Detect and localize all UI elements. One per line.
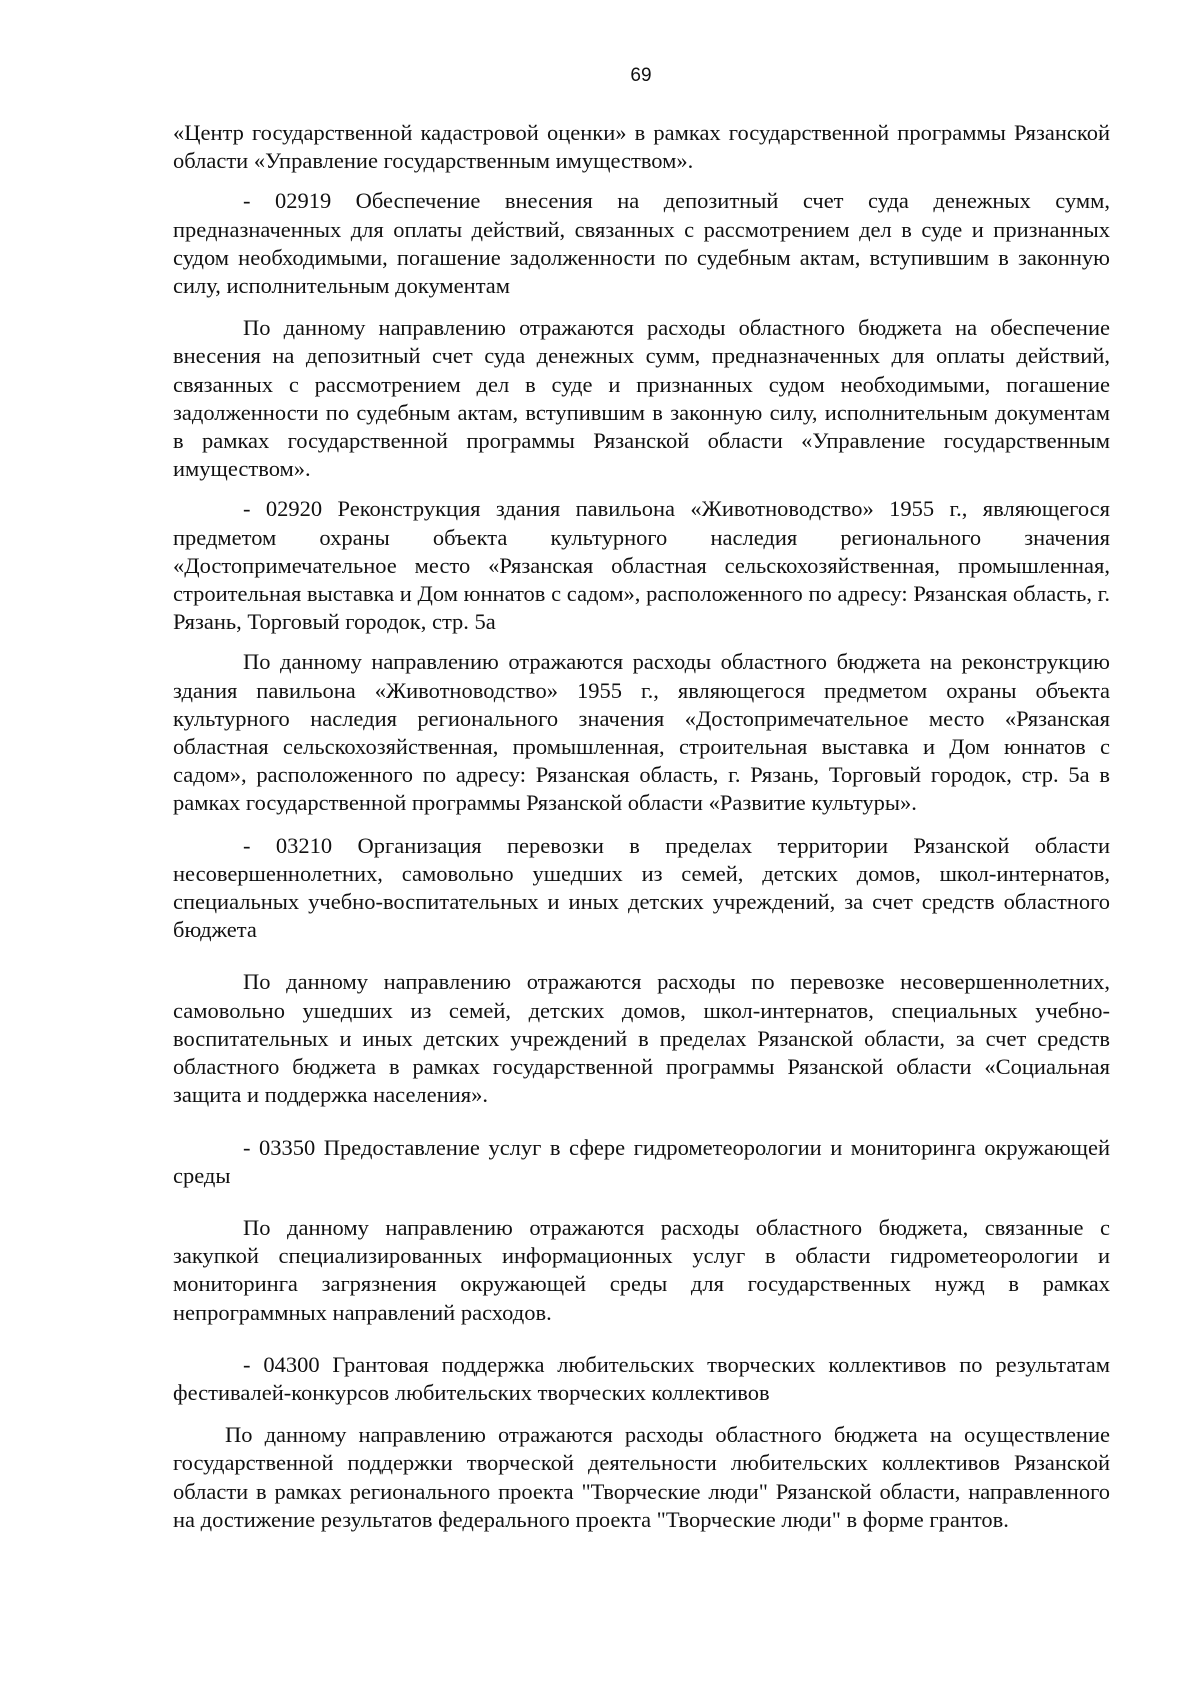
paragraph-04300-title: - 04300 Грантовая поддержка любительских творческих коллективов по результатам фестивалей-конкурсов любительских творческих коллективов — [173, 1351, 1110, 1405]
paragraph-02920-description: По данному направлению отражаются расходы областного бюджета на реконструкцию здания павильона «Животноводство» 1955 г., являющегося предметом охраны объекта культурного наследия регионального значения «Достопримечательное место «Рязанская областная сельскохозяйственная, промышленная, строительная выставка и Дом юннатов с садом», расположенного по адресу: Рязанская область, г. Рязань, Торговый городок, стр. 5а в рамках государственной программы Рязанской области «Развитие культуры». — [173, 649, 1110, 816]
paragraph-02919-title: - 02919 Обеспечение внесения на депозитный счет суда денежных сумм, предназначенных для оплаты действий, связанных с рассмотрением дел в суде и признанных судом необходимыми, погашение задолженности по судебным актам, вступившим в законную силу, исполнительным документам — [173, 188, 1110, 299]
paragraph-02920-title: - 02920 Реконструкция здания павильона «Животноводство» 1955 г., являющегося предметом охраны объекта культурного наследия регионального значения «Достопримечательное место «Рязанская областная сельскохозяйственная, промышленная, строительная выставка и Дом юннатов с садом», расположенного по адресу: Рязанская область, г. Рязань, Торговый городок, стр. 5а — [173, 496, 1110, 635]
paragraph-03210-description: По данному направлению отражаются расходы по перевозке несовершеннолетних, самовольно ушедших из семей, детских домов, школ-интернатов, специальных учебно-воспитательных и иных детских учреждений в пределах Рязанской области, за счет средств областного бюджета в рамках государственной программы Рязанской области «Социальная защита и поддержка населения». — [173, 969, 1110, 1108]
paragraph-program-end: «Центр государственной кадастровой оценки» в рамках государственной программы Рязанской области «Управление государственным имуществом». — [173, 120, 1110, 174]
paragraph-03350-title: - 03350 Предоставление услуг в сфере гидрометеорологии и мониторинга окружающей среды — [173, 1134, 1110, 1188]
paragraph-03210-title: - 03210 Организация перевозки в пределах территории Рязанской области несовершеннолетних, самовольно ушедших из семей, детских домов, школ-интернатов, специальных учебно-воспитательных и иных детских учреждений, за счет средств областного бюджета — [173, 832, 1110, 943]
document-body — [173, 119, 1110, 1534]
paragraph-04300-description: По данному направлению отражаются расходы областного бюджета на осуществление государственной поддержки творческой деятельности любительских коллективов Рязанской области в рамках регионального проекта "Творческие люди" Рязанской области, направленного на достижение результатов федерального проекта "Творческие люди" в форме грантов. — [173, 1422, 1110, 1532]
paragraph-02919-description: По данному направлению отражаются расходы областного бюджета на обеспечение внесения на депозитный счет суда денежных сумм, предназначенных для оплаты действий, связанных с рассмотрением дел в суде и признанных судом необходимыми, погашение задолженности по судебным актам, вступившим в законную силу, исполнительным документам в рамках государственной программы Рязанской области «Управление государственным имуществом». — [173, 315, 1110, 482]
page-number: 69 — [630, 65, 652, 86]
paragraph-03350-description: По данному направлению отражаются расходы областного бюджета, связанные с закупкой специализированных информационных услуг в области гидрометеорологии и мониторинга загрязнения окружающей среды для государственных нужд в рамках непрограммных направлений расходов. — [173, 1214, 1110, 1325]
